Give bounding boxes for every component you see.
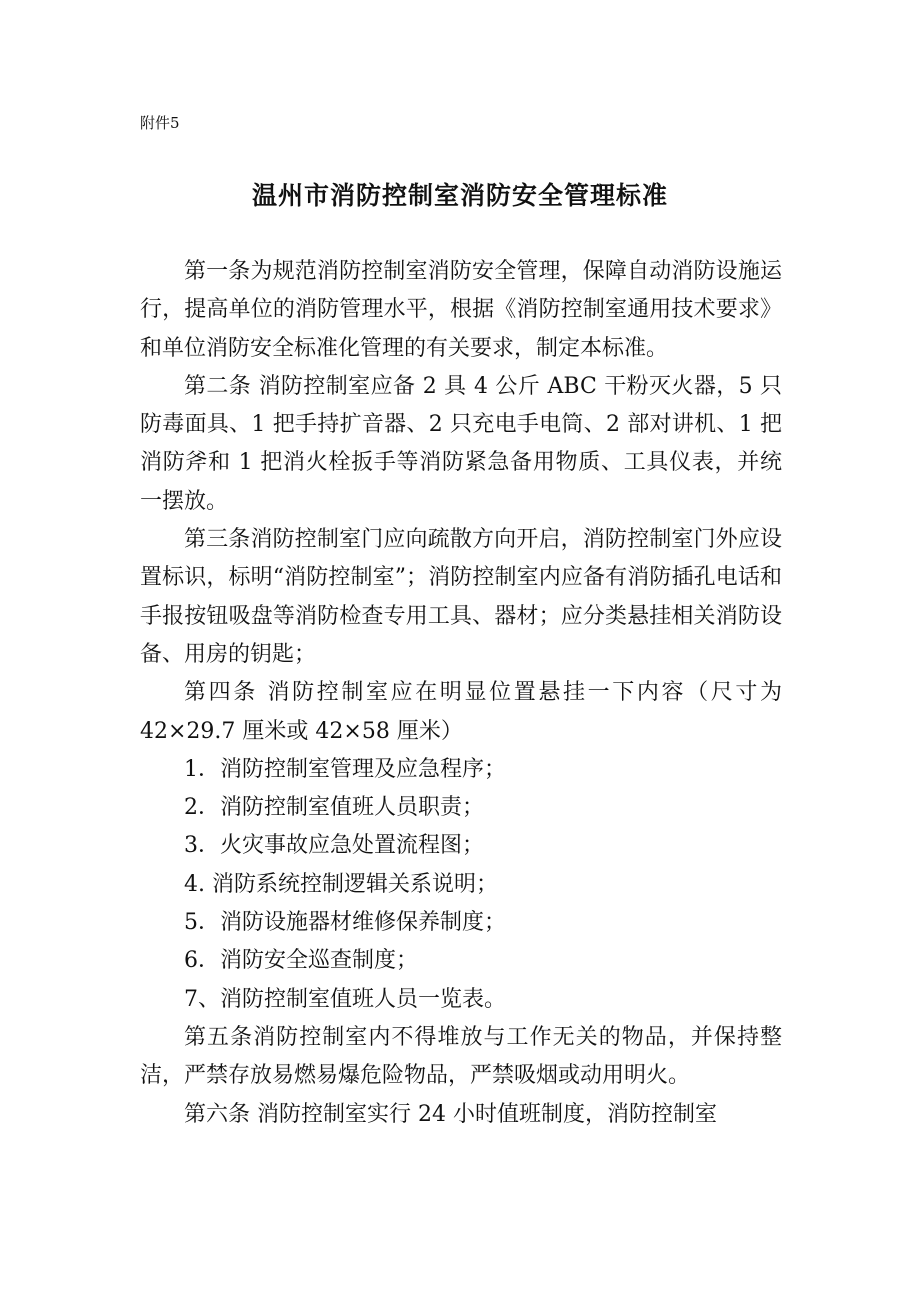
article-6: 第六条 消防控制室实行 24 小时值班制度，消防控制室 [184, 1101, 717, 1127]
article-5: 第五条消防控制室内不得堆放与工作无关的物品，并保持整洁，严禁存放易燃易爆危险物品，严禁吸烟或动用明火。 [140, 1024, 782, 1089]
document-title: 温州市消防控制室消防安全管理标准 [251, 181, 668, 210]
list-item-2: 2．消防控制室值班人员职责； [184, 795, 484, 821]
article-3: 第三条消防控制室门应向疏散方向开启，消防控制室门外应设置标识，标明“消防控制室”；消防控制室内应备有消防插孔电话和手报按钮吸盘等消防检查专用工具、器材；应分类悬挂相关消防设备、用房的钥匙； [140, 527, 782, 667]
list-item-1: 1．消防控制室管理及应急程序； [184, 756, 506, 782]
attachment-label: 附件5 [140, 114, 180, 132]
list-item-6: 6．消防安全巡查制度； [184, 948, 418, 974]
list-item-3: 3．火灾事故应急处置流程图； [184, 833, 484, 859]
list-item-4: 4. 消防系统控制逻辑关系说明； [184, 871, 498, 897]
list-item-7: 7、消防控制室值班人员一览表。 [184, 986, 506, 1012]
article-2: 第二条 消防控制室应备 2 具 4 公斤 ABC 干粉灭火器，5 只防毒面具、1 把手持扩音器、2 只充电手电筒、2 部对讲机、1 把消防斧和 1 把消火栓扳手等消防紧急备用物质、工具仪表，并统一摆放。 [140, 373, 782, 514]
document-body [140, 253, 782, 1134]
article-1: 第一条为规范消防控制室消防安全管理，保障自动消防设施运行，提高单位的消防管理水平，根据《消防控制室通用技术要求》和单位消防安全标准化管理的有关要求，制定本标准。 [140, 259, 782, 361]
list-item-5: 5．消防设施器材维修保养制度； [184, 910, 506, 936]
article-4: 第四条 消防控制室应在明显位置悬挂一下内容（尺寸为 42×29.7 厘米或 42×58 厘米） [140, 680, 782, 744]
